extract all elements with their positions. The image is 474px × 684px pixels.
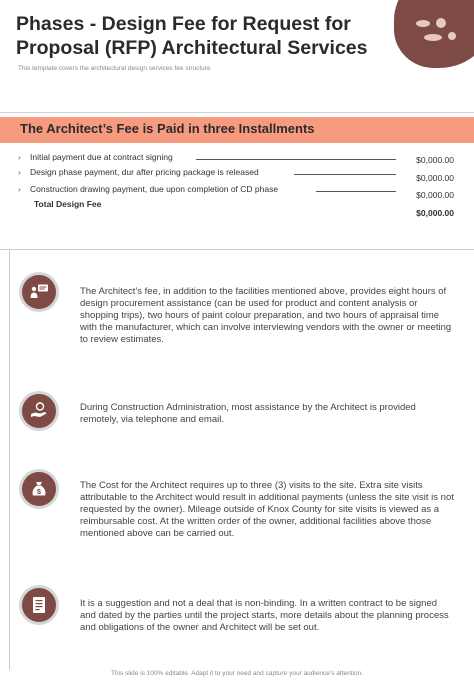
chevron-right-icon: › [18, 152, 21, 162]
footer-note: This slide is 100% editable. Adapt it to your need and capture your audience’s attention. [110, 670, 364, 677]
installment-row [18, 152, 173, 162]
leader-line [294, 174, 396, 175]
timeline-line [9, 250, 10, 670]
document-icon [29, 595, 49, 615]
chevron-right-icon: › [18, 167, 21, 177]
installment-row [18, 184, 278, 194]
installment-amount: $0,000.00 [416, 155, 454, 165]
section-icon-badge [19, 391, 59, 431]
section-icon-badge [19, 272, 59, 312]
money-bag-icon [29, 479, 49, 499]
installment-amount: $0,000.00 [416, 190, 454, 200]
divider [0, 249, 474, 250]
installment-label: Initial payment due at contract signing [30, 152, 173, 162]
hand-coin-icon [29, 401, 49, 421]
page-subtitle: This template covers the architectural design services fee structure [18, 65, 211, 72]
page-title: Phases - Design Fee for Request for Proposal (RFP) Architectural Services [16, 13, 368, 59]
presenter-icon [29, 282, 49, 302]
section-text: It is a suggestion and not a deal that is non-binding. In a written contract to be signed and dated by the parties until the project starts, more details about the planning process and obligations of the owner and Architect will be set out. [80, 598, 449, 633]
total-label: Total Design Fee [34, 199, 102, 209]
section-text: The Cost for the Architect requires up to three (3) visits to the site. Extra site visits attributable to the Architect would result in additional payments (unless the site visit is not requested by the owner). Mileage outside of Knox County for site visits is viewed as a reimbursable cost. At the written order of the owner, additional facilities above those mentioned above can be carried out. [80, 480, 454, 539]
section-text: During Construction Administration, most assistance by the Architect is provided remotely, via telephone and email. [80, 402, 416, 425]
total-amount: $0,000.00 [416, 208, 454, 218]
divider [0, 112, 474, 113]
installments-banner [0, 117, 474, 143]
installment-amount: $0,000.00 [416, 173, 454, 183]
decorative-blob [394, 0, 474, 68]
installment-label: Design phase payment, dur after pricing package is released [30, 167, 259, 177]
section-icon-badge [19, 469, 59, 509]
leader-line [196, 159, 396, 160]
installment-row [18, 167, 259, 177]
svg-text:$: $ [37, 489, 41, 496]
section-text: The Architect's fee, in addition to the facilities mentioned above, provides eight hours of design procurement assistance (can be used for product and content analysis or shopping trips), two hours of paint colour preparation, and two hours of appraisal time with the manufacturer, which can involve interviewing vendors with the owner or meeting to review estimates. [80, 286, 452, 345]
banner-text: The Architect’s Fee is Paid in three Installments [20, 121, 315, 136]
leader-line [316, 191, 396, 192]
chevron-right-icon: › [18, 184, 21, 194]
installment-label: Construction drawing payment, due upon completion of CD phase [30, 184, 279, 194]
section-icon-badge [19, 585, 59, 625]
